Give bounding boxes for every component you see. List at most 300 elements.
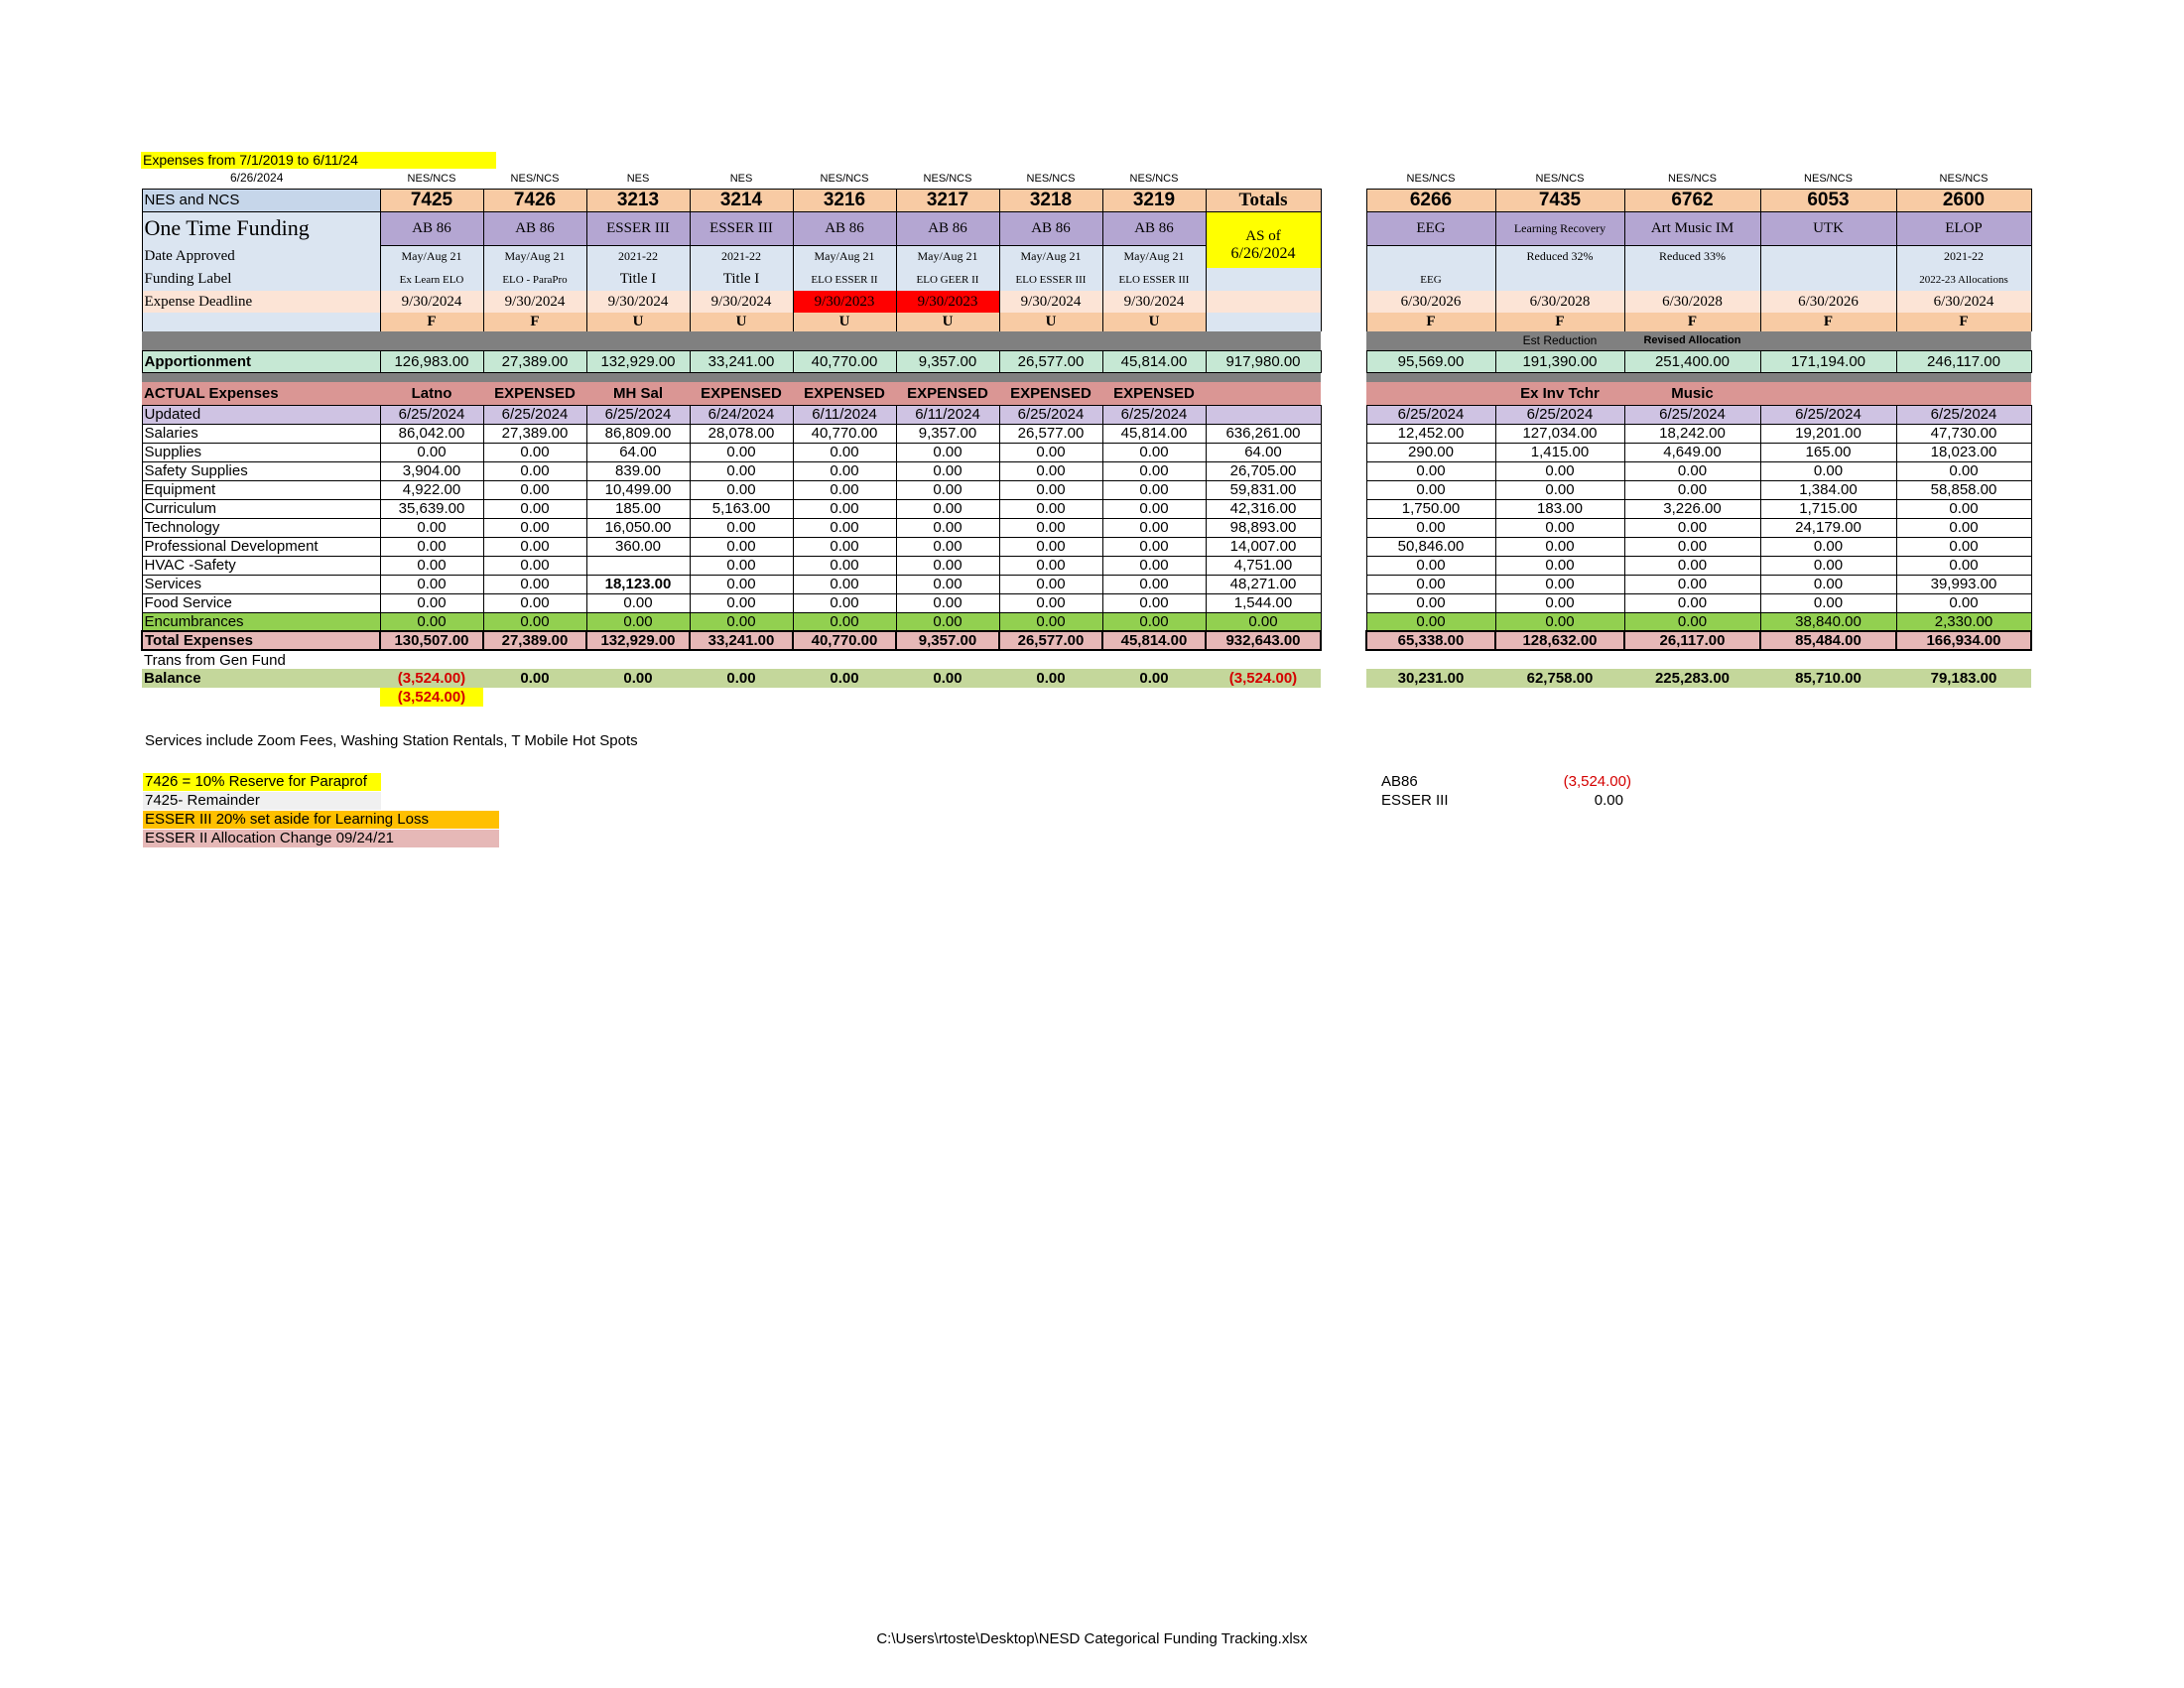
school-cell: NES/NCS [1406,173,1456,186]
expense-cell: 12,452.00 [1366,424,1495,443]
gray-note-cell [1760,331,1896,350]
funding-label-cell: ELO ESSER II [793,268,896,291]
expense-cell: 39,993.00 [1896,575,2031,593]
expense-cell: 0.00 [793,480,896,499]
expense-cell: 0.00 [1366,461,1495,480]
expense-row [1366,480,2031,499]
expense-row [142,593,1321,612]
total-cell: 33,241.00 [690,631,793,650]
expense-row [142,518,1321,537]
row-label-deadline: Expense Deadline [142,291,380,313]
funding-label-cell: Title I [586,268,690,291]
funding-label-cell: Title I [690,268,793,291]
gray-cell [896,331,999,350]
blank-cell [142,313,380,331]
apportionment-cell: 40,770.00 [793,350,896,372]
expense-cell: 0.00 [1102,575,1206,593]
gray-cell [380,331,483,350]
blank-cell [1896,650,2031,669]
trans-row [1366,650,2031,669]
expense-cell: 0.00 [1624,480,1760,499]
blank-cell [142,688,380,707]
total-cell: 932,643.00 [1206,631,1321,650]
updated-cell: 6/24/2024 [690,405,793,424]
balance-label: Balance [142,669,380,688]
total-cell: 65,338.00 [1366,631,1495,650]
actual-head-cell: EXPENSED [999,382,1102,405]
gray-cell [793,331,896,350]
blank-cell [793,688,896,707]
encumbrances-row [142,612,1321,631]
actual-head-cell [1206,382,1321,405]
summary-esser-value: 0.00 [1594,792,1623,809]
actual-head-cell: Ex Inv Tchr [1495,382,1624,405]
expense-cell: 19,201.00 [1760,424,1896,443]
deadline-cell: 9/30/2024 [999,291,1102,313]
expense-cell: 0.00 [1495,480,1624,499]
apportionment-cell: 27,389.00 [483,350,586,372]
expense-cell: 0.00 [1102,537,1206,556]
fund-code-cell: 3213 [586,189,690,211]
deadline-cell: 6/30/2026 [1760,291,1896,313]
expense-row [1366,537,2031,556]
updated-cell: 6/25/2024 [1102,405,1206,424]
expense-category-label: Equipment [142,480,380,499]
expense-category-label: Food Service [142,593,380,612]
total-cell: 128,632.00 [1495,631,1624,650]
expense-category-label: Supplies [142,443,380,461]
expense-cell: 0.00 [1366,593,1495,612]
blank-cell [483,688,586,707]
legend-item-paraprof: 7426 = 10% Reserve for Paraprof [143,773,381,791]
expense-row [1366,461,2031,480]
expense-category-label: Safety Supplies [142,461,380,480]
updated-cell [1206,405,1321,424]
expense-cell: 1,750.00 [1366,499,1495,518]
funding-source-cell: Learning Recovery [1495,211,1624,245]
funding-label-cell: EEG [1366,268,1495,291]
expense-cell: 0.00 [793,575,896,593]
expense-cell: 0.00 [1896,593,2031,612]
expense-range-note: Expenses from 7/1/2019 to 6/11/24 [141,152,496,169]
encumbrance-cell: 0.00 [896,612,999,631]
balance-cell: (3,524.00) [380,669,483,688]
row-label-org: NES and NCS [142,189,380,211]
fu-cell: F [483,313,586,331]
funding-label-cell: ELO - ParaPro [483,268,586,291]
expense-cell: 1,384.00 [1760,480,1896,499]
expense-cell: 0.00 [483,443,586,461]
balance-cell: 0.00 [1102,669,1206,688]
row-label-date: Date Approved [142,245,380,268]
expense-cell: 636,261.00 [1206,424,1321,443]
date-approved-row [1366,245,2031,268]
date-approved-cell [1760,245,1896,268]
actual-head-cell [1760,382,1896,405]
school-cell: NES/NCS [820,173,869,186]
deadline-cell: 9/30/2024 [1102,291,1206,313]
expense-cell: 27,389.00 [483,424,586,443]
apportionment-cell: 251,400.00 [1624,350,1760,372]
expense-cell: 0.00 [999,480,1102,499]
gray-cell [1366,372,1495,382]
apportionment-row [142,350,1321,372]
blank-cell [1624,650,1760,669]
gray-cell [1896,372,2031,382]
updated-cell: 6/25/2024 [1366,405,1495,424]
expense-cell: 0.00 [793,443,896,461]
gray-cell [1206,372,1321,382]
school-cell: NES/NCS [510,173,560,186]
expense-cell: 1,415.00 [1495,443,1624,461]
balance-cell: 225,283.00 [1624,669,1760,688]
updated-cell: 6/25/2024 [586,405,690,424]
school-cell: NES/NCS [407,173,456,186]
expense-cell: 0.00 [1102,499,1206,518]
expense-cell: 0.00 [1495,593,1624,612]
expense-cell: 0.00 [690,575,793,593]
funding-label-cell [1760,268,1896,291]
funding-source-cell: Art Music IM [1624,211,1760,245]
funding-source-cell: ESSER III [690,211,793,245]
balance-cell: 0.00 [896,669,999,688]
expense-cell: 0.00 [999,499,1102,518]
blank-cell [586,650,690,669]
encumbrance-cell: 0.00 [1102,612,1206,631]
expense-cell: 98,893.00 [1206,518,1321,537]
expense-cell: 45,814.00 [1102,424,1206,443]
expense-cell: 183.00 [1495,499,1624,518]
fu-cell: U [690,313,793,331]
gray-cell [1495,372,1624,382]
blank-cell [1102,650,1206,669]
row-label-label: Funding Label [142,268,380,291]
funding-source-cell: AB 86 [793,211,896,245]
blank-cell [1206,170,1321,189]
trans-row [142,650,1321,669]
expense-row [142,461,1321,480]
encumbrance-cell: 0.00 [586,612,690,631]
school-cell: NES/NCS [1804,173,1853,186]
right-funding-table [1365,170,2032,688]
encumbrances-label: Encumbrances [142,612,380,631]
expense-cell: 0.00 [380,593,483,612]
expense-category-label: Curriculum [142,499,380,518]
legend-item-learning-loss: ESSER III 20% set aside for Learning Loss [143,811,499,829]
balance-cell: 62,758.00 [1495,669,1624,688]
expense-cell: 0.00 [1624,461,1760,480]
expense-row [1366,593,2031,612]
expense-cell: 0.00 [1624,575,1760,593]
blank-cell [142,170,380,189]
blank-cell [999,688,1102,707]
funding-source-cell: ESSER III [586,211,690,245]
expense-cell: 0.00 [999,593,1102,612]
funding-row [1366,211,2031,245]
updated-cell: 6/25/2024 [999,405,1102,424]
fu-cell: U [586,313,690,331]
fund-code-cell: 3218 [999,189,1102,211]
encumbrance-cell: 0.00 [1206,612,1321,631]
expense-cell: 0.00 [896,556,999,575]
expense-cell: 0.00 [1495,518,1624,537]
expense-cell: 58,858.00 [1896,480,2031,499]
funding-label-row [1366,268,2031,291]
deadline-cell: 6/30/2028 [1624,291,1760,313]
expense-cell: 0.00 [1102,593,1206,612]
fund-code-cell: 6053 [1760,189,1896,211]
total-expenses-label: Total Expenses [142,631,380,650]
expense-cell: 48,271.00 [1206,575,1321,593]
gray-cell [896,372,999,382]
expense-row [142,556,1321,575]
gray-row-2 [142,372,1321,382]
footer-file-path: C:\Users\rtoste\Desktop\NESD Categorical Funding Tracking.xlsx [876,1630,1308,1647]
expense-cell: 0.00 [896,499,999,518]
actual-head-cell: EXPENSED [690,382,793,405]
apportionment-row [1366,350,2031,372]
fu-row [142,313,1321,331]
school-cell: NES/NCS [1535,173,1585,186]
expense-cell: 0.00 [380,556,483,575]
school-cell: NES/NCS [1129,173,1179,186]
gray-note-cell: Revised Allocation [1624,331,1760,350]
actual-head-cell: MH Sal [586,382,690,405]
funding-source-cell: AB 86 [999,211,1102,245]
total-cell: 26,117.00 [1624,631,1760,650]
summary-esser-label: ESSER III [1381,792,1449,809]
gray-cell [1206,331,1321,350]
gray-cell [586,372,690,382]
date-approved-cell: 2021-22 [586,245,690,268]
expense-cell: 0.00 [1102,518,1206,537]
expense-cell: 0.00 [1495,575,1624,593]
expense-row [1366,499,2031,518]
expense-category-label: Services [142,575,380,593]
date-approved-cell: May/Aug 21 [999,245,1102,268]
funding-source-cell: UTK [1760,211,1896,245]
balance-row [142,669,1321,688]
balance-cell: 79,183.00 [1896,669,2031,688]
updated-cell: 6/11/2024 [793,405,896,424]
blank-cell [1206,291,1321,313]
expense-cell: 18,242.00 [1624,424,1760,443]
fund-code-cell: 7435 [1495,189,1624,211]
encumbrances-row [1366,612,2031,631]
expense-category-label: HVAC -Safety [142,556,380,575]
apportionment-cell: 95,569.00 [1366,350,1495,372]
gray-note-cell [1366,331,1495,350]
expense-category-label: Professional Development [142,537,380,556]
total-cell: 130,507.00 [380,631,483,650]
expense-cell: 0.00 [483,461,586,480]
date-approved-row [142,245,1321,268]
fu-cell: F [1624,313,1760,331]
blank-cell [586,688,690,707]
fu-cell: F [1760,313,1896,331]
expense-cell: 0.00 [1366,575,1495,593]
updated-cell: 6/25/2024 [1760,405,1896,424]
updated-cell: 6/11/2024 [896,405,999,424]
apportionment-cell: 126,983.00 [380,350,483,372]
gray-cell [793,372,896,382]
expense-cell: 0.00 [793,593,896,612]
blank-cell [1366,650,1495,669]
total-cell: 45,814.00 [1102,631,1206,650]
funding-label-cell: ELO ESSER III [999,268,1102,291]
balance-cell: 0.00 [793,669,896,688]
expense-cell: 0.00 [896,461,999,480]
expense-cell: 0.00 [999,556,1102,575]
summary-ab86-label: AB86 [1381,773,1418,790]
encumbrance-cell: 0.00 [1366,612,1495,631]
expense-cell: 24,179.00 [1760,518,1896,537]
balance-cell: 0.00 [999,669,1102,688]
expense-row [1366,424,2031,443]
gray-cell [142,372,380,382]
actual-head-cell: Music [1624,382,1760,405]
funding-source-cell: AB 86 [483,211,586,245]
left-funding-table [141,170,1322,707]
expense-cell: 4,922.00 [380,480,483,499]
deadline-cell: 9/30/2024 [380,291,483,313]
date-approved-cell: Reduced 33% [1624,245,1760,268]
expense-cell: 0.00 [1366,480,1495,499]
apportionment-cell: 45,814.00 [1102,350,1206,372]
expense-cell: 4,751.00 [1206,556,1321,575]
expense-cell: 127,034.00 [1495,424,1624,443]
actual-head-cell: EXPENSED [896,382,999,405]
date-approved-cell: May/Aug 21 [1102,245,1206,268]
expense-row [1366,556,2031,575]
expense-cell: 0.00 [1760,556,1896,575]
actual-header-row [142,382,1321,405]
expense-cell: 0.00 [793,461,896,480]
as-of-label: AS of [1206,211,1321,245]
balance-cell: 85,710.00 [1760,669,1896,688]
actual-head-cell: EXPENSED [1102,382,1206,405]
expense-cell: 3,904.00 [380,461,483,480]
deadline-row [1366,291,2031,313]
updated-cell: 6/25/2024 [380,405,483,424]
expense-cell: 0.00 [483,480,586,499]
encumbrance-cell: 0.00 [1495,612,1624,631]
expense-cell: 0.00 [999,518,1102,537]
expense-cell: 0.00 [380,518,483,537]
total-cell: 166,934.00 [1896,631,2031,650]
fu-cell: F [380,313,483,331]
expense-cell: 0.00 [1624,537,1760,556]
expense-cell: 0.00 [896,575,999,593]
actual-header-row [1366,382,2031,405]
expense-cell: 290.00 [1366,443,1495,461]
expense-cell: 0.00 [1102,480,1206,499]
expense-cell: 0.00 [1896,537,2031,556]
blank-cell [1206,650,1321,669]
expense-cell: 0.00 [896,443,999,461]
apportionment-label: Apportionment [142,350,380,372]
trans-label: Trans from Gen Fund [144,651,286,669]
fund-code-cell: 6266 [1366,189,1495,211]
encumbrance-cell: 0.00 [690,612,793,631]
balance-cell: 0.00 [690,669,793,688]
balance-cell: 0.00 [586,669,690,688]
expense-cell: 0.00 [793,499,896,518]
expense-cell: 0.00 [896,480,999,499]
expense-cell: 59,831.00 [1206,480,1321,499]
fund-code-cell: 7425 [380,189,483,211]
fu-cell: U [896,313,999,331]
fund-code-cell: 2600 [1896,189,2031,211]
encumbrance-cell: 0.00 [483,612,586,631]
expense-cell: 35,639.00 [380,499,483,518]
services-note: Services include Zoom Fees, Washing Station Rentals, T Mobile Hot Spots [145,732,638,749]
deadline-cell: 9/30/2024 [483,291,586,313]
funding-label-cell [1624,268,1760,291]
expense-cell: 0.00 [896,518,999,537]
expense-cell: 0.00 [690,593,793,612]
date-approved-cell: Reduced 32% [1495,245,1624,268]
expense-cell: 0.00 [690,518,793,537]
date-approved-cell: 2021-22 [1896,245,2031,268]
expense-cell: 0.00 [1760,575,1896,593]
legend-item-allocation-change: ESSER II Allocation Change 09/24/21 [143,830,499,847]
code-row [1366,189,2031,211]
blank-cell [690,650,793,669]
expense-cell: 64.00 [1206,443,1321,461]
gray-cell [690,372,793,382]
expense-cell: 0.00 [483,518,586,537]
date-approved-cell: May/Aug 21 [483,245,586,268]
expense-cell: 0.00 [999,443,1102,461]
expense-cell: 0.00 [1760,593,1896,612]
expense-cell: 0.00 [1896,461,2031,480]
apportionment-cell: 132,929.00 [586,350,690,372]
fu-cell: U [1102,313,1206,331]
expense-cell: 18,123.00 [586,575,690,593]
expense-row [142,480,1321,499]
expense-cell: 1,544.00 [1206,593,1321,612]
fund-code-cell: 3216 [793,189,896,211]
date-approved-cell: May/Aug 21 [380,245,483,268]
expense-cell: 0.00 [793,556,896,575]
blank-cell [1102,688,1206,707]
encumbrance-cell: 0.00 [380,612,483,631]
blank-cell [793,650,896,669]
school-cell: NES [626,173,650,186]
funding-label-cell: Ex Learn ELO [380,268,483,291]
expense-cell: 3,226.00 [1624,499,1760,518]
blank-cell [690,688,793,707]
expense-cell: 0.00 [690,537,793,556]
updated-cell: 6/25/2024 [1495,405,1624,424]
school-cell: NES/NCS [1668,173,1717,186]
expense-cell: 1,715.00 [1760,499,1896,518]
extra-row [142,688,1321,707]
expense-cell: 0.00 [1896,556,2031,575]
blank-cell [1206,268,1321,291]
gray-cell [690,331,793,350]
deadline-cell: 6/30/2026 [1366,291,1495,313]
expense-cell: 0.00 [483,537,586,556]
total-cell: 132,929.00 [586,631,690,650]
fund-code-cell: 6762 [1624,189,1760,211]
expense-row [142,499,1321,518]
fu-row [1366,313,2031,331]
expense-cell: 0.00 [1896,499,2031,518]
balance-row [1366,669,2031,688]
school-cell: NES/NCS [1026,173,1076,186]
